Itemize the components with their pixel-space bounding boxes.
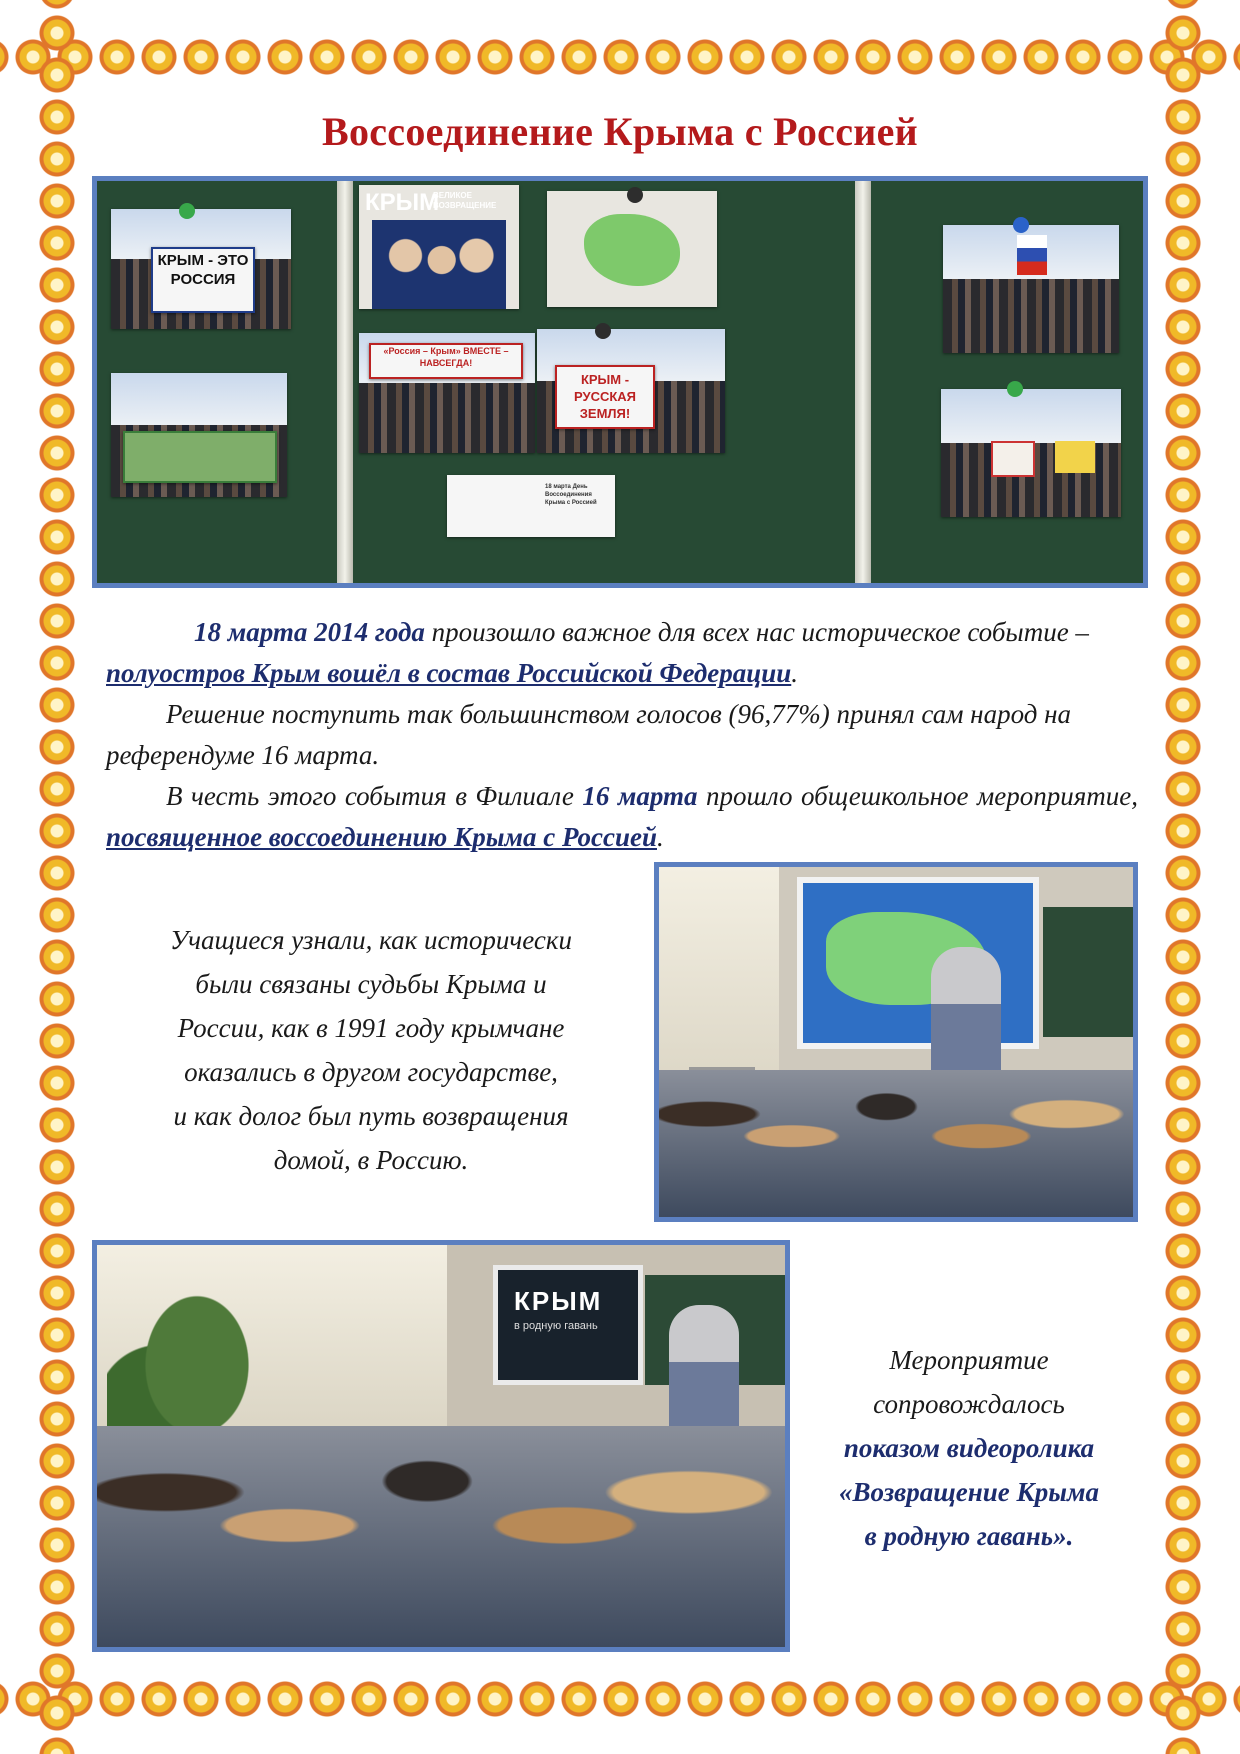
paragraph-3-end: .: [657, 822, 664, 852]
sun-border-bottom: [0, 1670, 1240, 1754]
classroom-photo-video: [92, 1240, 790, 1652]
rally-banner-photo: [537, 329, 725, 453]
text-line: Мероприятие: [889, 1345, 1049, 1375]
paragraph-1-highlight: полуостров Крым вошёл в состав Российской Федерации: [106, 658, 792, 688]
pin-icon: [179, 203, 195, 219]
video-text: [800, 1338, 1138, 1558]
text-line: России, как в 1991 году крымчане: [177, 1013, 565, 1043]
text-line: Учащиеся узнали, как исторически: [169, 925, 573, 955]
board-photo: [92, 176, 1148, 588]
text-line: и как долог был путь возвращения: [173, 1101, 569, 1131]
screen-title: КРЫМ: [514, 1286, 603, 1316]
poster-subtitle: ВЕЛИКОЕ ВОЗВРАЩЕНИЕ: [433, 191, 497, 210]
page-title: Воссоединение Крыма с Россией: [321, 109, 919, 154]
paragraph-3-highlight: посвященное воссоединению Крыма с Россией: [106, 822, 657, 852]
paragraph-3-date: 16 марта: [582, 781, 698, 811]
paragraph-1-end: .: [791, 658, 798, 688]
board-divider: [855, 181, 871, 583]
text-line: оказались в другом государстве,: [184, 1057, 558, 1087]
sun-border-right: [1156, 0, 1240, 1754]
text-line-highlight: в родную гавань».: [864, 1521, 1074, 1551]
text-line-highlight: показом видеоролика: [843, 1433, 1095, 1463]
sun-border-top: [0, 0, 1240, 84]
leaflet-photo: [447, 475, 615, 537]
leaflet-text: 18 марта День Воссоединения Крыма с Россией: [545, 484, 597, 506]
paragraph-1: [106, 612, 1138, 694]
children-rally-photo: [941, 389, 1121, 517]
text-line: домой, в Россию.: [273, 1145, 469, 1175]
rally-flag-photo: [111, 373, 287, 497]
board-divider: [337, 181, 353, 583]
poster-title: КРЫМ: [365, 189, 440, 216]
rally-photo: [111, 209, 291, 329]
text-line-highlight: «Возвращение Крыма: [838, 1477, 1099, 1507]
event-date: 18 марта 2014 года: [194, 617, 425, 647]
video-screen: [493, 1265, 643, 1385]
paragraph-1-text: произошло важное для всех нас историческое событие –: [424, 617, 1089, 647]
sun-border-left: [0, 0, 84, 1754]
pin-icon: [627, 187, 643, 203]
sign-text: КРЫМ - ЭТО РОССИЯ: [157, 252, 249, 288]
banner-text: «Россия – Крым» ВМЕСТЕ – НАВСЕГДА!: [383, 346, 509, 368]
flags-rally-photo: [943, 225, 1119, 353]
text-line: сопровождалось: [873, 1389, 1065, 1419]
projector-screen: [797, 877, 1039, 1049]
crimea-map-land: [584, 214, 679, 286]
pin-icon: [1013, 217, 1029, 233]
banner-text-right: КРЫМ - РУССКАЯ ЗЕМЛЯ!: [573, 372, 637, 421]
paragraph-2-text: Решение поступить так большинством голосов (96,77%) принял сам народ на референдуме 16 марта.: [106, 699, 1072, 770]
paragraph-3-text: В честь этого события в Филиале: [166, 781, 583, 811]
pin-icon: [595, 323, 611, 339]
text-line: были связаны судьбы Крыма и: [195, 969, 547, 999]
paragraph-3-text-2: прошло общешкольное мероприятие,: [697, 781, 1138, 811]
classroom-photo-map: [654, 862, 1138, 1222]
screen-subtitle: в родную гавань: [514, 1320, 598, 1332]
students-learned-text: [106, 918, 636, 1182]
paragraph-2: [106, 694, 1138, 776]
poster-photo: [359, 185, 519, 309]
banner-photo: [359, 333, 535, 453]
crimea-map-photo: [547, 191, 717, 307]
paragraph-3: [106, 776, 1138, 858]
pin-icon: [1007, 381, 1023, 397]
